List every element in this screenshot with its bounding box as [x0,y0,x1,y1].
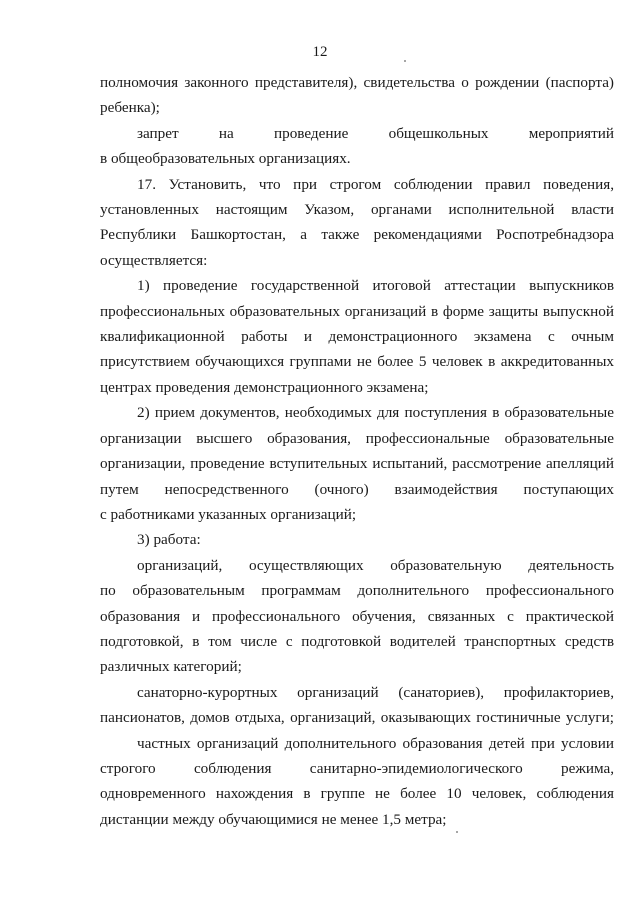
text-line: ребенка); [100,99,160,117]
document-body [100,70,614,832]
text-line: строгого соблюдения санитарно-эпидемиологического режима, [100,759,614,777]
text-line: пансионатов, домов отдыха, организаций, оказывающих гостиничные услуги; [100,709,614,727]
text-line: осуществляется: [100,251,208,269]
text-line: организации высшего образования, профессиональные образовательные [100,429,614,447]
text-line: 1) проведение государственной итоговой аттестации выпускников [137,277,614,295]
text-line: организаций, осуществляющих образовательную деятельность [137,556,614,574]
text-line: центрах проведения демонстрационного экзамена; [100,378,429,396]
text-line: 2) прием документов, необходимых для поступления в образовательные [137,404,614,422]
text-line: квалификационной работы и демонстрационного экзамена с очным [100,328,614,346]
text-line: 3) работа: [137,531,201,549]
scan-speck [456,831,458,833]
text-line: санаторно-курортных организаций (санаториев), профилакториев, [137,683,614,701]
scan-speck [404,60,406,62]
text-line: путем непосредственного (очного) взаимодействия поступающих [100,480,614,498]
text-line: с работниками указанных организаций; [100,505,357,523]
text-line: Республики Башкортостан, а также рекомендациями Роспотребнадзора [100,226,614,244]
text-line: организации, проведение вступительных испытаний, рассмотрение апелляций [100,455,614,473]
page-number: 12 [312,44,328,60]
text-line: профессиональных образовательных организаций в форме защиты выпускной [100,302,614,320]
text-line: 17. Установить, что при строгом соблюдении правил поведения, [137,175,614,193]
text-line: различных категорий; [100,658,242,676]
text-line: дистанции между обучающимися не менее 1,5 метра; [100,810,447,828]
text-line: по образовательным программам дополнительного профессионального [100,582,614,600]
text-line: частных организаций дополнительного образования детей при условии [137,734,614,752]
text-line: в общеобразовательных организациях. [100,150,351,168]
text-line: полномочия законного представителя), свидетельства о рождении (паспорта) [100,74,614,91]
text-line: одновременного нахождения в группе не более 10 человек, соблюдения [100,785,614,803]
text-line: образования и профессионального обучения, связанных с практической [100,607,614,625]
text-line: присутствием обучающихся группами не более 5 человек в аккредитованных [100,353,614,371]
text-line: запрет на проведение общешкольных мероприятий [137,124,614,142]
text-line: установленных настоящим Указом, органами исполнительной власти [100,201,614,219]
text-line: подготовкой, в том числе с подготовкой водителей транспортных средств [100,632,614,650]
